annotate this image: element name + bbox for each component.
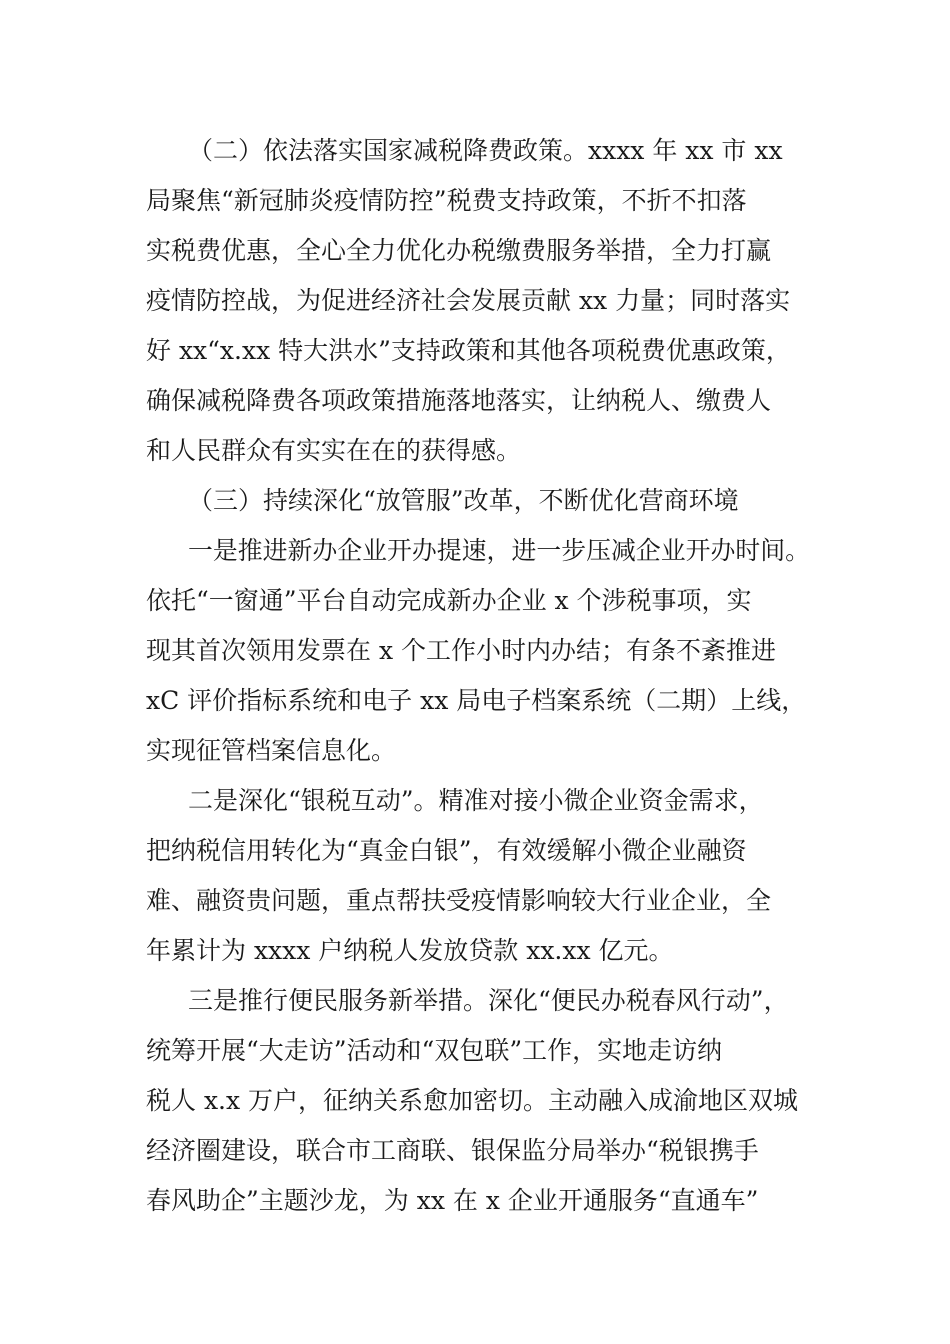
text-line: 实税费优惠，全心全力优化办税缴费服务举措，全力打赢 [146, 236, 772, 265]
text-line: 一是推进新办企业开办提速，进一步压减企业开办时间。 [188, 536, 811, 565]
text-line: 好 xx“x.xx 特大洪水”支持政策和其他各项税费优惠政策， [146, 336, 791, 365]
text-line: 确保减税降费各项政策措施落地落实，让纳税人、缴费人 [146, 386, 772, 415]
text-line: 三是推行便民服务新举措。深化“便民办税春风行动”， [188, 986, 789, 1015]
text-line: 年累计为 xxxx 户纳税人发放贷款 xx.xx 亿元。 [146, 936, 674, 965]
text-line: 二是深化“银税互动”。精准对接小微企业资金需求， [188, 786, 764, 815]
text-line: 把纳税信用转化为“真金白银”，有效缓解小微企业融资 [146, 836, 747, 865]
text-line: 经济圈建设，联合市工商联、银保监分局举办“税银携手 [146, 1136, 759, 1165]
text-line: 难、融资贵问题，重点帮扶受疫情影响较大行业企业，全 [146, 886, 772, 915]
text-line: 依托“一窗通”平台自动完成新办企业 x 个涉税事项，实 [146, 586, 752, 615]
text-line: 现其首次领用发票在 x 个工作小时内办结；有条不紊推进 [146, 636, 776, 665]
text-line: 疫情防控战，为促进经济社会发展贡献 xx 力量；同时落实 [146, 286, 791, 315]
text-line: 春风助企”主题沙龙，为 xx 在 x 企业开通服务“直通车” [146, 1186, 759, 1215]
text-line: 实现征管档案信息化。 [146, 736, 397, 765]
text-line: xC 评价指标系统和电子 xx 局电子档案系统（二期）上线， [146, 686, 807, 715]
section-heading: （三）持续深化“放管服”改革，不断优化营商环境 [188, 486, 739, 515]
text-line: 局聚焦“新冠肺炎疫情防控”税费支持政策，不折不扣落 [146, 186, 747, 215]
text-line: （二）依法落实国家减税降费政策。xxxx 年 xx 市 xx [188, 136, 783, 165]
text-line: 税人 x.x 万户，征纳关系愈加密切。主动融入成渝地区双城 [146, 1086, 799, 1115]
text-line: 统筹开展“大走访”活动和“双包联”工作，实地走访纳 [146, 1036, 723, 1065]
text-line: 和人民群众有实实在在的获得感。 [146, 436, 522, 465]
